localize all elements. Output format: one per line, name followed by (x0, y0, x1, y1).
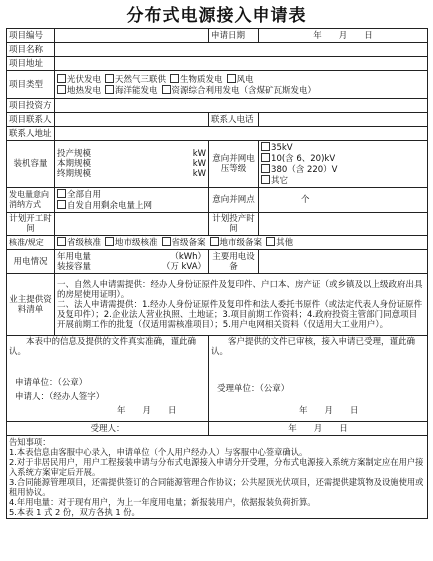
start-time-field[interactable] (55, 213, 209, 236)
label-prod-time: 计划投产时间 (209, 213, 259, 236)
main-equip-field[interactable] (259, 250, 428, 274)
label-project-addr: 项目地址 (7, 57, 55, 71)
label-main-equip: 主要用电设备 (209, 250, 259, 274)
label-investor: 项目投资方 (7, 99, 55, 113)
label-approval: 核准/规定 (7, 236, 55, 250)
label-project-name: 项目名称 (7, 43, 55, 57)
prod-time-field[interactable] (259, 213, 428, 236)
contact-addr-field[interactable] (55, 127, 428, 141)
label-apply-date: 申请日期 (209, 29, 259, 43)
acceptor-date[interactable]: 年 月 日 (209, 422, 428, 436)
project-addr-field[interactable] (55, 57, 428, 71)
gen-mode-options[interactable]: 全部自用 自发自用剩余电量上网 (55, 188, 209, 213)
grid-point-field[interactable]: 个 (259, 188, 428, 213)
label-power-use: 用电情况 (7, 250, 55, 274)
label-contact: 项目联系人 (7, 113, 55, 127)
checkbox-type-3[interactable]: 风电 (227, 74, 254, 85)
checkbox-type-0[interactable]: 光伏发电 (57, 74, 101, 85)
label-project-type: 项目类型 (7, 71, 55, 99)
label-start-time: 计划开工时间 (7, 213, 55, 236)
checkbox-type-4[interactable]: 地热发电 (57, 85, 101, 96)
doc-item: 一、自然人申请需提供：经办人身份证原件及复印件、户口本、房产证（或乡镇及以上级政府出具的房屋使用证明）。 (57, 279, 423, 300)
applicant-sign[interactable]: 申请人：（经办人签字） (15, 392, 105, 402)
checkbox-type-5[interactable]: 海洋能发电 (105, 85, 158, 96)
approval-options[interactable]: 省级核准 地市级核准 省级备案 地市级备案 其他 (55, 236, 428, 250)
voltage-options[interactable]: 35kV 10(含 6、20)kV 380（含 220）V 其它 (259, 141, 428, 188)
label-contact-phone: 联系人电话 (209, 113, 259, 127)
label-contact-addr: 联系人地址 (7, 127, 55, 141)
form-title: 分布式电源接入申请表 (126, 6, 307, 26)
label-docs: 业主提供资料清单 (7, 274, 55, 336)
checkbox-type-2[interactable]: 生物质发电 (170, 74, 223, 85)
notice-section: 告知事项： 1.本表信息由客服中心录入，申请单位（个人用户经办人）与客服中心签章确认。 2.对于非居民用户，用户工程接装申请与分布式电源接入申请分开受理，分布式电源接入系统方案制定应在用户接入系统方案审定后开展。 3.合同能源管理项目，还需提供签订的合同能源管理合作协议；公共屋顶光伏项目，还需提供建筑物及设施使用或租用协议。 4.年用电量：对于现有用户，为上一年度用电量；新报装用户，依据报装负荷折算。 5.本表 1 式 2 份，双方各执 1 份。 (7, 436, 428, 519)
acceptor-unit: 受理单位：（公章） (217, 384, 290, 394)
investor-field[interactable] (55, 99, 428, 113)
acceptor-confirm: 客户提供的文件已审核，接入申请已受理，谨此确认。 受理单位：（公章） 年 月 日 (209, 336, 428, 422)
applicant-confirm: 本表中的信息及提供的文件真实准确，谨此确认。 申请单位：（公章） 申请人：（经办人签字） 年 月 日 (7, 336, 209, 422)
apply-date-field[interactable]: 年 月 日 (259, 29, 428, 43)
label-gen-mode: 发电量意向消纳方式 (7, 188, 55, 213)
project-type-options (55, 71, 428, 99)
project-no-field[interactable] (55, 29, 209, 43)
label-capacity: 装机容量 (7, 141, 55, 188)
applicant-unit: 申请单位：（公章） (15, 378, 88, 388)
label-voltage: 意向并网电压等级 (209, 141, 259, 188)
checkbox-type-1[interactable]: 天然气三联供 (105, 74, 166, 85)
doc-item: 二、法人申请需提供：1.经办人身份证原件及复印件和法人委托书原件（或法定代表人身份证原件及复印件）；2.企业法人营业执照、土地证；3.项目前期工作资料；4.政府投资主管部门同意项目开展前期工作的批复（仅适用需核准项目）；5.用户电网相关资料（仅适用大工业用户）。 (57, 299, 423, 330)
docs-list (55, 274, 428, 336)
label-grid-point: 意向并网点 (209, 188, 259, 213)
acceptor-label: 受理人： (7, 422, 209, 436)
power-use-fields[interactable]: 年用电量 （kWh） 装接容量 （万 kVA） (55, 250, 209, 274)
contact-phone-field[interactable] (259, 113, 428, 127)
contact-field[interactable] (55, 113, 209, 127)
label-project-no: 项目编号 (7, 29, 55, 43)
checkbox-type-6[interactable]: 资源综合利用发电（含煤矿瓦斯发电） (162, 85, 317, 96)
project-name-field[interactable] (55, 43, 428, 57)
form-table (6, 28, 428, 519)
capacity-fields[interactable]: 投产规模 kW 本期规模 kW 终期规模 kW (55, 141, 209, 188)
